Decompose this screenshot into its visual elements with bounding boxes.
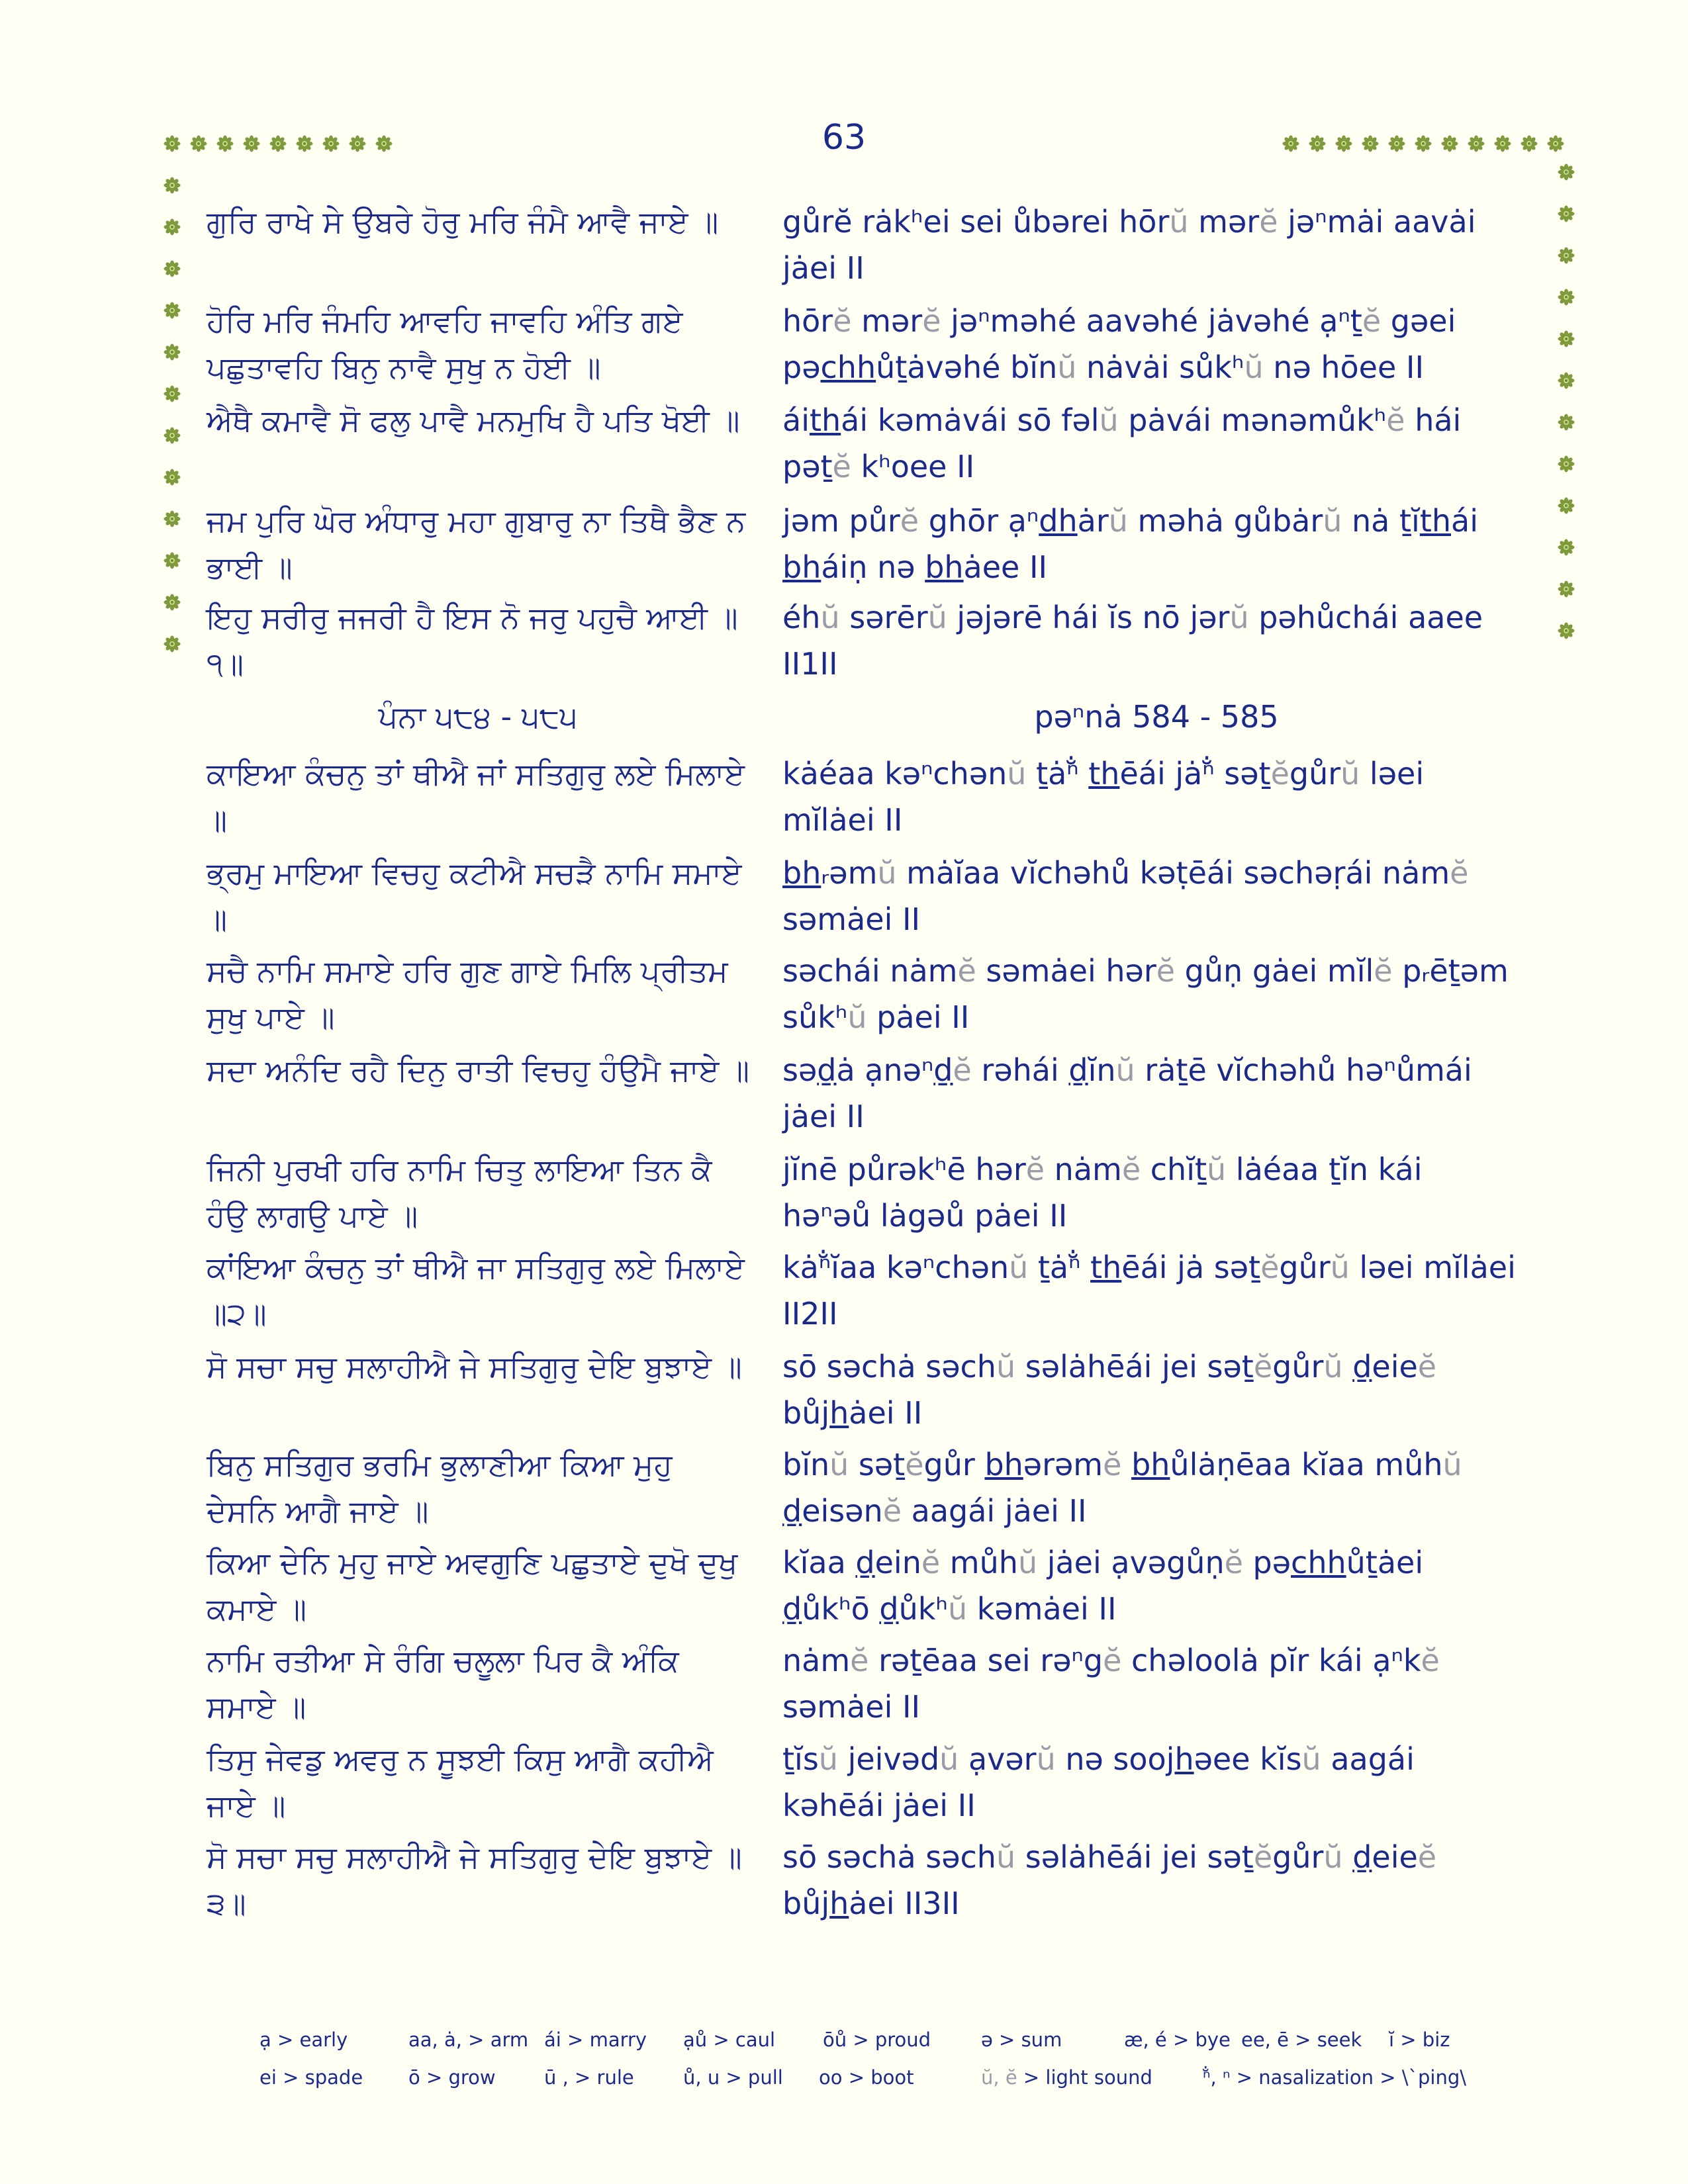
gurmukhi-line: ਪਛੁਤਾਵਹਿ ਬਿਨੁ ਨਾਵੈ ਸੁਖੁ ਨ ਹੋਈ ॥ (207, 349, 601, 385)
gurmukhi-line: ਹੋਰਿ ਮਰਿ ਜੰਮਹਿ ਆਵਹਿ ਜਾਵਹਿ ਅੰਤਿ ਗਏ (207, 303, 683, 339)
flower-ornament-icon (1558, 372, 1575, 389)
transliteration-line: áithái kəmȧvái sō fəlŭ pȧvái mənəmůkʰĕ hái pəṯĕ kʰoee II (782, 402, 1462, 484)
gurmukhi-line: ਗੁਰਿ ਰਾਖੇ ਸੇ ਉਬਰੇ ਹੋਰੁ ਮਰਿ ਜੰਮੈ ਆਵੈ ਜਾਏ ॥ (207, 204, 719, 240)
legend-item: ů, u > pull (683, 2066, 783, 2089)
transliteration-line: pəchhůṯȧvəhé bĭnŭ nȧvȧi sůkʰŭ nə hōee II (782, 349, 1425, 385)
transliteration-line: nȧmĕ rəṯēaa sei rəⁿgĕ chəloolȧ pĭr kái ạⁿkĕ səmȧei II (782, 1643, 1440, 1725)
transliteration-line: səḏȧ ạnəⁿḏĕ rəhái ḏĭnŭ rȧṯē vĭchəhů həⁿůmái jȧei II (782, 1052, 1472, 1134)
gurmukhi-line: ਸਚੈ ਨਾਮਿ ਸਮਾਏ ਹਰਿ ਗੁਣ ਗਾਏ ਮਿਲਿ ਪ੍ਰੀਤਮ ਸੁਖੁ ਪਾਏ ॥ (207, 953, 728, 1035)
gurmukhi-line: ਤਿਸੁ ਜੇਵਡੁ ਅਵਰੁ ਨ ਸੂਝਈ ਕਿਸੁ ਆਗੈ ਕਹੀਐ ਜਾਏ ॥ (207, 1741, 714, 1823)
gurmukhi-line: ਕਿਆ ਦੇਨਿ ਮੁਹੁ ਜਾਏ ਅਵਗੁਣਿ ਪਛੁਤਾਏ ਦੁਖੋ ਦੁਖੁ ਕਮਾਏ ॥ (207, 1545, 738, 1627)
flower-ornament-icon (164, 594, 181, 611)
transliteration-line: bhᵣəmŭ mȧĭaa vĭchəhů kəṭēái səchəṛái nȧmĕ səmȧei II (782, 855, 1469, 937)
flower-ornament-icon (1558, 163, 1575, 181)
legend-item: ōů > proud (823, 2028, 931, 2051)
flower-ornament-icon (1558, 247, 1575, 264)
flower-ornament-icon (164, 260, 181, 277)
gurmukhi-line: ਇਹੁ ਸਰੀਰੁ ਜਜਰੀ ਹੈ ਇਸ ਨੋ ਜਰੁ ਪਹੁਚੈ ਆਈ ॥੧॥ (207, 600, 738, 682)
gurmukhi-line: ਕਾਇਆ ਕੰਚਨੁ ਤਾਂ ਥੀਐ ਜਾਂ ਸਤਿਗੁਰੁ ਲਏ ਮਿਲਾਏ ॥ (207, 756, 745, 838)
transliteration-line: bĭnŭ səṯĕgůr bhərəmĕ bhůlȧṇēaa kĭaa můhŭ ḏeisənĕ aagái jȧei II (782, 1447, 1462, 1529)
legend-item: ee, ē > seek (1241, 2028, 1362, 2051)
flower-ornament-icon (1558, 497, 1575, 514)
transliteration-line: éhŭ sərērŭ jəjərē hái ĭs nō jərŭ pəhůchái aaee II1II (782, 600, 1483, 682)
section-heading-transliteration: pəⁿnȧ 584 - 585 (1034, 699, 1279, 735)
legend-item: ei > spade (259, 2066, 363, 2089)
gurmukhi-line: ਕਾਂਇਆ ਕੰਚਨੁ ਤਾਂ ਥੀਐ ਜਾ ਸਤਿਗੁਰੁ ਲਏ ਮਿਲਾਏ ॥੨॥ (207, 1250, 745, 1332)
gurmukhi-line: ਬਿਨੁ ਸਤਿਗੁਰ ਭਰਮਿ ਭੁਲਾਣੀਆ ਕਿਆ ਮੁਹੁ ਦੇਸਨਿ ਆਗੈ ਜਾਏ ॥ (207, 1447, 673, 1529)
flower-ornament-icon (1558, 539, 1575, 556)
legend-item: aa, ȧ, > arm (408, 2028, 529, 2051)
flower-ornament-icon (164, 427, 181, 444)
transliteration-line: jĭnē půrəkʰē hərĕ nȧmĕ chĭṯŭ lȧéaa ṯĭn kái həⁿəů lȧgəů pȧei II (782, 1152, 1423, 1234)
flower-ornament-icon (1558, 580, 1575, 598)
legend-item: ŭ, ĕ > light sound (981, 2066, 1152, 2089)
gurmukhi-line: ਨਾਮਿ ਰਤੀਆ ਸੇ ਰੰਗਿ ਚਲੂਲਾ ਪਿਰ ਕੈ ਅੰਕਿ ਸਮਾਏ ॥ (207, 1643, 679, 1725)
flower-ornament-icon (164, 510, 181, 527)
legend-item: ạů > caul (683, 2028, 776, 2051)
flower-ornament-icon (1558, 330, 1575, 347)
flower-ornament-icon (164, 343, 181, 361)
section-heading-gurmukhi: ਪੰਨਾ ੫੮੪ - ੫੮੫ (378, 699, 578, 735)
gurmukhi-line: ਜਮ ਪੁਰਿ ਘੋਰ ਅੰਧਾਰੁ ਮਹਾ ਗੁਬਾਰੁ ਨਾ ਤਿਥੈ ਭੈਣ ਨ ਭਾਈ ॥ (207, 503, 746, 585)
flower-ornament-icon (1558, 455, 1575, 473)
legend-item: ạ > early (259, 2028, 348, 2051)
flower-ornament-icon (164, 385, 181, 402)
flower-ornament-icon (164, 302, 181, 319)
transliteration-line: hōrĕ mərĕ jəⁿməhé aavəhé jȧvəhé ạⁿṯĕ gəei (782, 303, 1456, 339)
transliteration-line: jəm půrĕ ghōr ạⁿdhȧrŭ məhȧ gůbȧrŭ nȧ ṯĭthái bháiṇ nə bhȧee II (782, 503, 1478, 585)
flower-ornament-icon (1558, 414, 1575, 431)
flower-ornament-icon (164, 177, 181, 194)
transliteration-line: ṯĭsŭ jeivədŭ ạvərŭ nə soojhəee kĭsŭ aagái kəhēái jȧei II (782, 1741, 1415, 1823)
flower-ornament-icon (1558, 622, 1575, 639)
gurmukhi-line: ਐਥੈ ਕਮਾਵੈ ਸੋ ਫਲੁ ਪਾਵੈ ਮਨਮੁਖਿ ਹੈ ਪਤਿ ਖੋਈ ॥ (207, 402, 740, 438)
legend-item: ō > grow (408, 2066, 496, 2089)
flower-ornament-icon (164, 635, 181, 653)
flower-ornament-icon (164, 218, 181, 236)
flower-ornament-icon (164, 469, 181, 486)
gurmukhi-line: ਸੋ ਸਚਾ ਸਚੁ ਸਲਾਹੀਐ ਜੇ ਸਤਿਗੁਰੁ ਦੇਇ ਬੁਝਾਏ ॥੩॥ (207, 1839, 742, 1921)
legend-item: ái > marry (544, 2028, 647, 2051)
gurmukhi-line: ਭ੍ਰਮੁ ਮਾਇਆ ਵਿਚਹੁ ਕਟੀਐ ਸਚੜੈ ਨਾਮਿ ਸਮਾਏ ॥ (207, 855, 742, 937)
legend-item: ū , > rule (544, 2066, 634, 2089)
transliteration-line: sō səchȧ səchŭ səlȧhēái jei səṯĕgůrŭ ḏeieĕ bůjhȧei II3II (782, 1839, 1437, 1921)
flower-ornament-icon (1558, 289, 1575, 306)
legend-item: ⁿ̐, ⁿ > nasalization > \`ping\ (1203, 2066, 1466, 2089)
transliteration-line: səchái nȧmĕ səmȧei hərĕ gůṇ gȧei mĭlĕ pᵣēṯəm sůkʰŭ pȧei II (782, 953, 1509, 1035)
flower-ornament-icon (164, 552, 181, 569)
legend-item: ĭ > biz (1389, 2028, 1450, 2051)
legend-item: ə > sum (981, 2028, 1062, 2051)
page-number: 63 (821, 118, 867, 158)
gurmukhi-line: ਸੋ ਸਚਾ ਸਚੁ ਸਲਾਹੀਐ ਜੇ ਸਤਿਗੁਰੁ ਦੇਇ ਬੁਝਾਏ ॥ (207, 1349, 742, 1385)
transliteration-line: kĭaa ḏeinĕ můhŭ jȧei ạvəgůṇĕ pəchhůṯȧei ḏůkʰō ḏůkʰŭ kəmȧei II (782, 1545, 1424, 1627)
transliteration-line: kȧⁿ̐ĭaa kəⁿchənŭ ṯȧⁿ̐ thēái jȧ səṯĕgůrŭ ləei mĭlȧei II2II (782, 1250, 1516, 1332)
legend-item: oo > boot (819, 2066, 914, 2089)
gurmukhi-line: ਜਿਨੀ ਪੁਰਖੀ ਹਰਿ ਨਾਮਿ ਚਿਤੁ ਲਾਇਆ ਤਿਨ ਕੈ ਹੰਉ ਲਾਗਉ ਪਾਏ ॥ (207, 1152, 712, 1234)
gurmukhi-line: ਸਦਾ ਅਨੰਦਿ ਰਹੈ ਦਿਨੁ ਰਾਤੀ ਵਿਚਹੁ ਹੰਉਮੈ ਜਾਏ ॥ (207, 1052, 749, 1088)
flower-ornament-icon (1558, 205, 1575, 222)
transliteration-line: sō səchȧ səchŭ səlȧhēái jei səṯĕgůrŭ ḏeieĕ bůjhȧei II (782, 1349, 1437, 1431)
transliteration-line: gůrĕ rȧkʰei sei ůbərei hōrŭ mərĕ jəⁿmȧi aavȧi jȧei II (782, 204, 1476, 286)
legend-item: æ, é > bye (1124, 2028, 1231, 2051)
transliteration-line: kȧéaa kəⁿchənŭ ṯȧⁿ̐ thēái jȧⁿ̐ səṯĕgůrŭ ləei mĭlȧei II (782, 756, 1425, 838)
